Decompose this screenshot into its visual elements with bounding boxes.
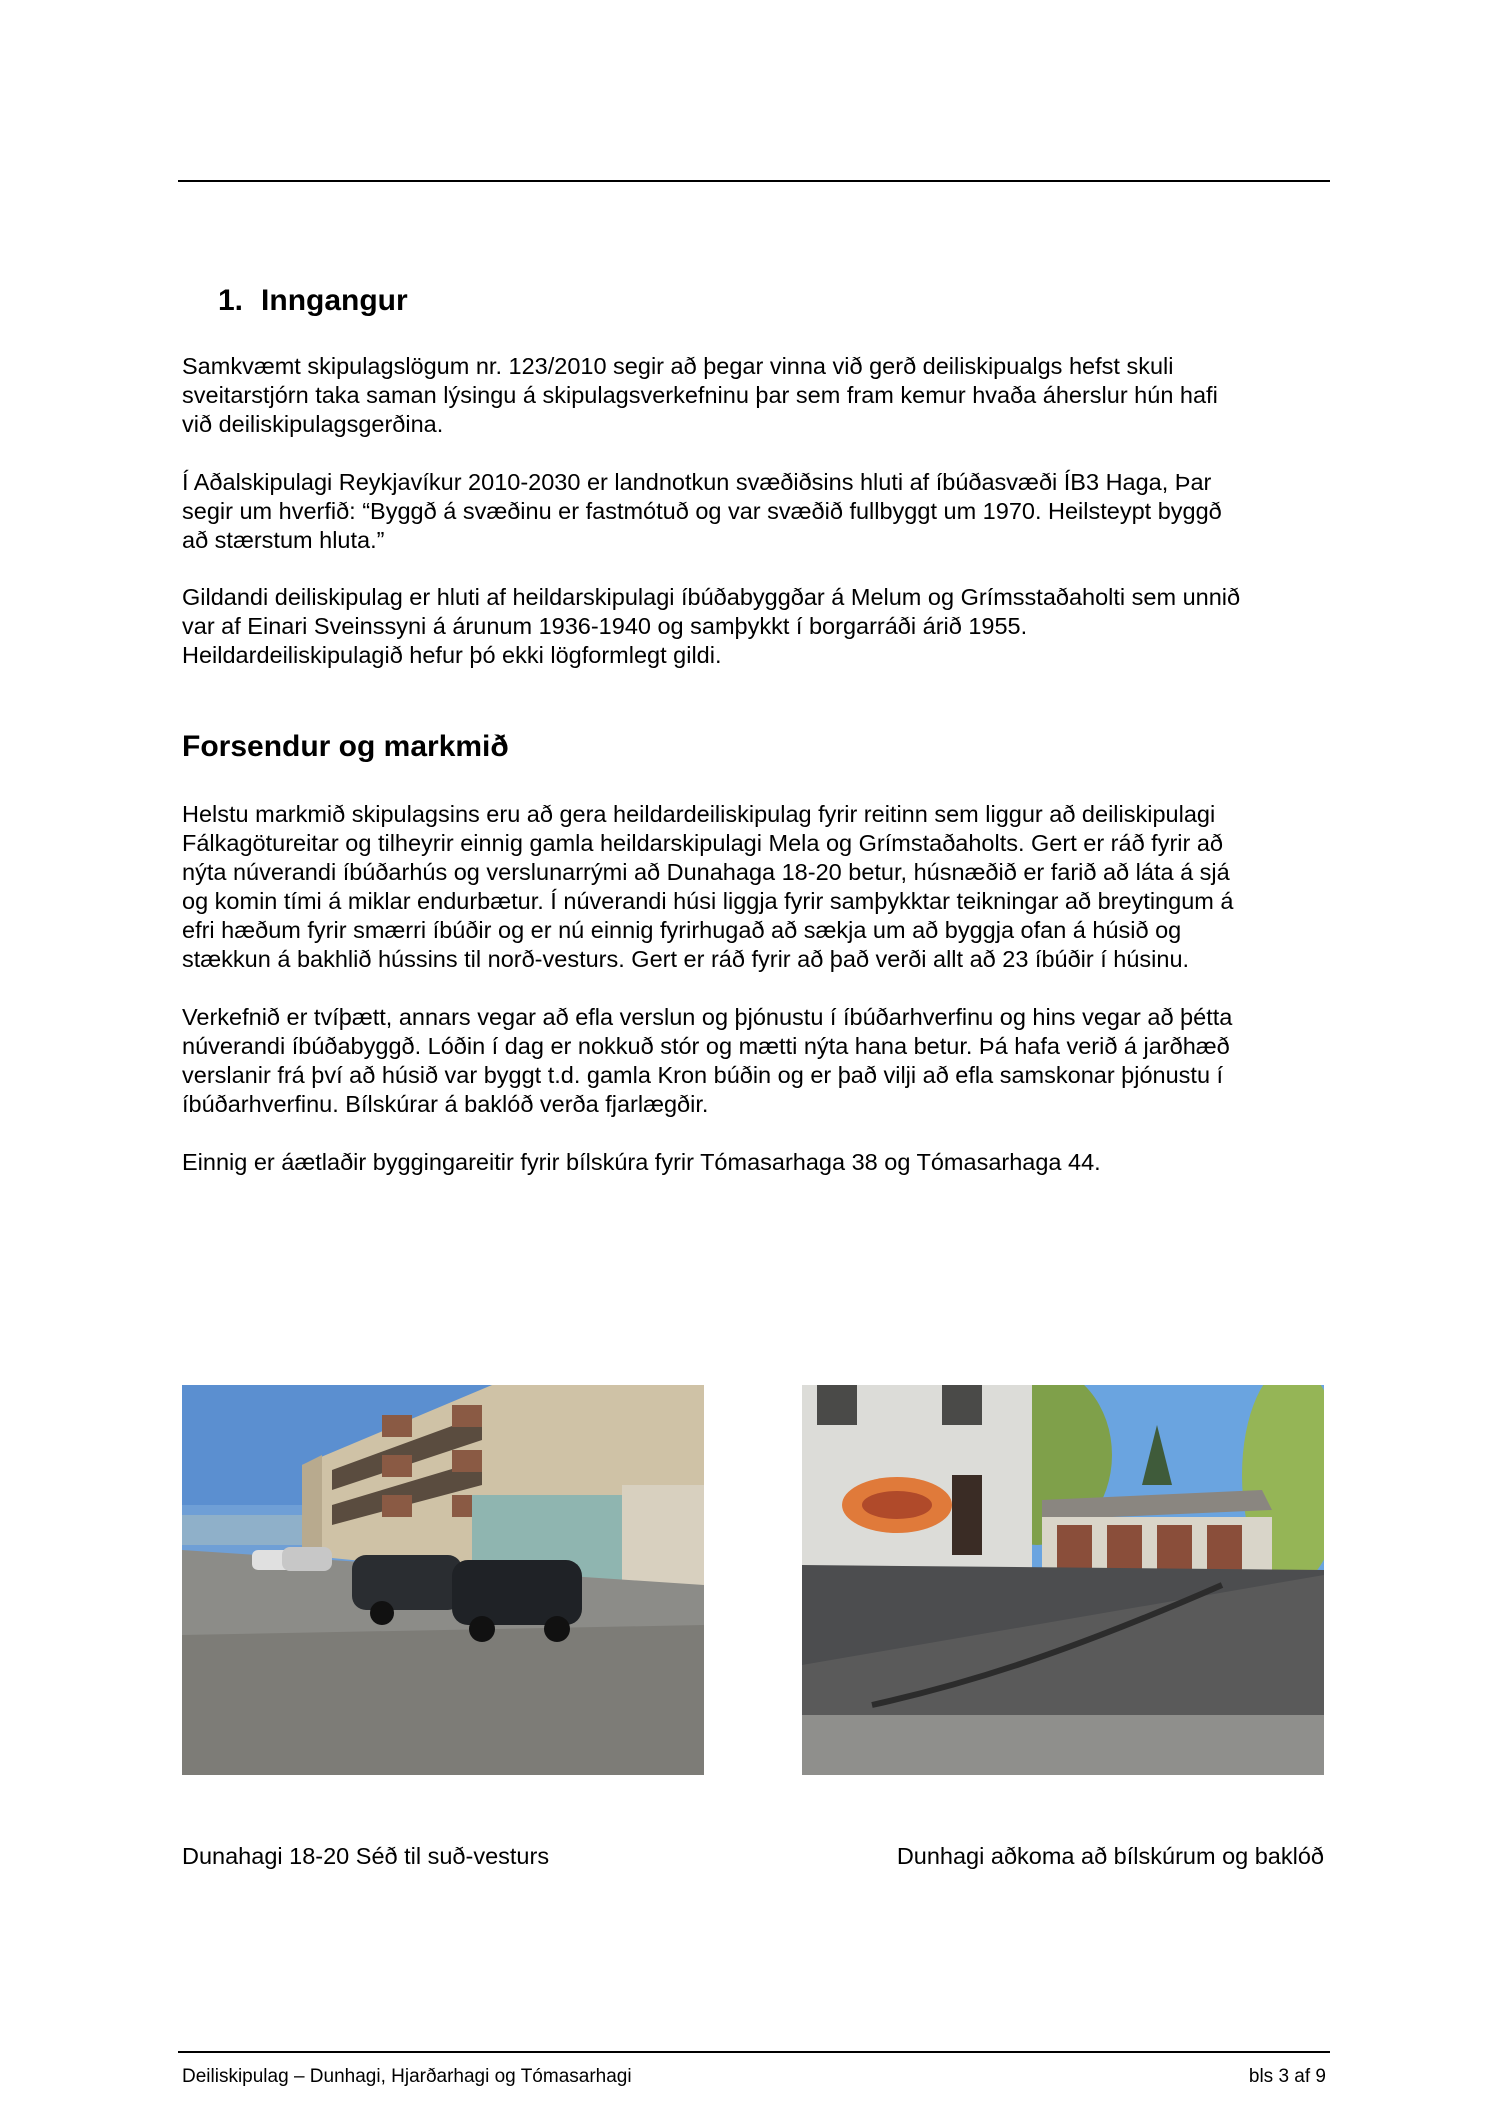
footer-rule [178, 2051, 1330, 2053]
text-line: stækkun á bakhlið hússins til norð-vesturs. Gert er ráð fyrir að það verði allt að 23 íbúðir í húsinu. [182, 946, 1190, 972]
text-line: Í Aðalskipulagi Reykjavíkur 2010-2030 er landnotkun svæðiðsins hluti af íbúðasvæði ÍB3 Haga, Þar [182, 469, 1212, 495]
photo-dunahagi-building [182, 1385, 704, 1775]
text-line: Heildardeiliskipulagið hefur þó ekki lögformlegt gildi. [182, 642, 722, 668]
text-line: Helstu markmið skipulagsins eru að gera heildardeiliskipulag fyrir reitinn sem liggur að deiliskipulagi [182, 801, 1216, 827]
heading-number: 1. [218, 284, 244, 317]
text-line: Gildandi deiliskipulag er hluti af heildarskipulagi íbúðabyggðar á Melum og Grímsstaðaholti sem unnið [182, 584, 1241, 610]
photo-building-illustration [182, 1385, 704, 1775]
intro-paragraph-2 [182, 468, 1332, 555]
photo-garages-illustration [802, 1385, 1324, 1775]
text-line: Samkvæmt skipulagslögum nr. 123/2010 segir að þegar vinna við gerð deiliskipualgs hefst skuli [182, 353, 1174, 379]
text-line: segir um hverfið: “Byggð á svæðinu er fastmótuð og var svæðið fullbyggt um 1970. Heilsteypt byggð [182, 498, 1222, 524]
section-heading-forsendur: Forsendur og markmið [182, 730, 509, 763]
header-rule [178, 180, 1330, 182]
footer-document-title: Deiliskipulag – Dunhagi, Hjarðarhagi og Tómasarhagi [182, 2066, 632, 2087]
text-line: núverandi íbúðabyggð. Lóðin í dag er nokkuð stór og mætti nýta hana betur. Þá hafa verið á jarðhæð [182, 1033, 1230, 1059]
section-heading-inngangur [218, 284, 408, 318]
footer-page-number: bls 3 af 9 [1248, 2066, 1326, 2087]
section2-paragraph-3 [182, 1148, 1332, 1177]
text-line: Fálkagötureitar og tilheyrir einnig gamla heildarskipulagi Mela og Grímstaðaholts. Gert er ráð fyrir að [182, 830, 1223, 856]
intro-paragraph-3 [182, 583, 1332, 670]
text-line: við deiliskipulagsgerðina. [182, 411, 444, 437]
text-line: og komin tími á miklar endurbætur. Í núverandi húsi liggja fyrir samþykktar teikningar að breytingum á [182, 888, 1234, 914]
section2-paragraph-2 [182, 1003, 1332, 1119]
text-line: Einnig er áætlaðir byggingareitir fyrir bílskúra fyrir Tómasarhaga 38 og Tómasarhaga 44. [182, 1149, 1101, 1175]
heading-title: Inngangur [261, 284, 408, 317]
text-line: efri hæðum fyrir smærri íbúðir og er nú einnig fyrirhugað að sækja um að byggja ofan á húsið og [182, 917, 1182, 943]
caption-left: Dunahagi 18-20 Séð til suð-vesturs [182, 1843, 550, 1869]
intro-paragraph-1 [182, 352, 1332, 439]
text-line: íbúðarhverfinu. Bílskúrar á baklóð verða fjarlægðir. [182, 1091, 709, 1117]
text-line: verslanir frá því að húsið var byggt t.d. gamla Kron búðin og er það vilji að efla samskonar þjónustu í [182, 1062, 1224, 1088]
text-line: að stærstum hluta.” [182, 527, 385, 553]
text-line: nýta núverandi íbúðarhús og verslunarrými að Dunahaga 18-20 betur, húsnæðið er farið að láta á sjá [182, 859, 1230, 885]
text-line: sveitarstjórn taka saman lýsingu á skipulagsverkefninu þar sem fram kemur hvaða áherslur hún hafi [182, 382, 1218, 408]
text-line: var af Einari Sveinssyni á árunum 1936-1940 og samþykkt í borgarráði árið 1955. [182, 613, 1028, 639]
caption-right: Dunhagi aðkoma að bílskúrum og baklóð [896, 1843, 1324, 1869]
photo-dunhagi-garages [802, 1385, 1324, 1775]
text-line: Verkefnið er tvíþætt, annars vegar að efla verslun og þjónustu í íbúðarhverfinu og hins vegar að þétta [182, 1004, 1233, 1030]
section2-paragraph-1 [182, 800, 1332, 974]
